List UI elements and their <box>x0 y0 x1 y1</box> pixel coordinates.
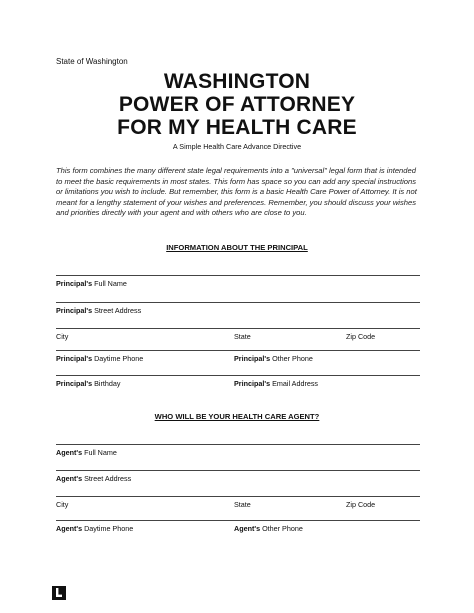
agent-state-label: State <box>234 500 251 509</box>
principal-other-phone-label: Principal's Other Phone <box>234 354 313 363</box>
principal-street-address-field[interactable] <box>56 302 420 316</box>
intro-paragraph: This form combines the many different state legal requirements into a "universal" legal form that is intended to meet the basic requirements in most states. This form has space so you can add any special instructions or limitations you wish to include. But remember, this form is a basic Health Care Power of Attorney. It is not meant for a lengthy statement of your wishes and preferences. Remember, you should discuss your wishes and priorities directly with your agent and with others who are close to you. <box>56 166 417 218</box>
principal-birthday-email-row[interactable] <box>56 375 420 389</box>
agent-street-address-field[interactable] <box>56 470 420 484</box>
state-label: State of Washington <box>56 57 128 66</box>
agent-daytime-phone-label: Agent's Daytime Phone <box>56 524 134 533</box>
title-line-2: POWER OF ATTORNEY <box>118 93 356 116</box>
principal-zip-label: Zip Code <box>346 332 376 341</box>
agent-other-phone-label: Agent's Other Phone <box>234 524 303 533</box>
document-subtitle: A Simple Health Care Advance Directive <box>172 142 302 151</box>
legal-templates-logo-icon <box>52 586 66 600</box>
principal-state-label: State <box>234 332 251 341</box>
agent-full-name-field[interactable] <box>56 444 420 458</box>
agent-full-name-label: Agent's Full Name <box>56 448 117 457</box>
principal-city-state-zip-row[interactable] <box>56 328 420 342</box>
agent-street-address-label: Agent's Street Address <box>56 474 132 483</box>
title-line-1: WASHINGTON <box>163 70 311 93</box>
principal-birthday-label: Principal's Birthday <box>56 379 121 388</box>
agent-city-state-zip-row[interactable] <box>56 496 420 510</box>
title-line-3: FOR MY HEALTH CARE <box>117 116 357 139</box>
agent-city-label: City <box>56 500 69 509</box>
principal-daytime-phone-label: Principal's Daytime Phone <box>56 354 144 363</box>
principal-phone-row[interactable] <box>56 350 420 364</box>
principal-email-label: Principal's Email Address <box>234 379 319 388</box>
principal-street-address-label: Principal's Street Address <box>56 306 142 315</box>
principal-full-name-field[interactable] <box>56 275 420 289</box>
principal-city-label: City <box>56 332 69 341</box>
principal-section-heading: INFORMATION ABOUT THE PRINCIPAL <box>166 243 308 252</box>
document-title <box>0 70 474 139</box>
agent-zip-label: Zip Code <box>346 500 376 509</box>
agent-phone-row[interactable] <box>56 520 420 534</box>
agent-section-heading: WHO WILL BE YOUR HEALTH CARE AGENT? <box>154 412 320 421</box>
principal-full-name-label: Principal's Full Name <box>56 279 127 288</box>
